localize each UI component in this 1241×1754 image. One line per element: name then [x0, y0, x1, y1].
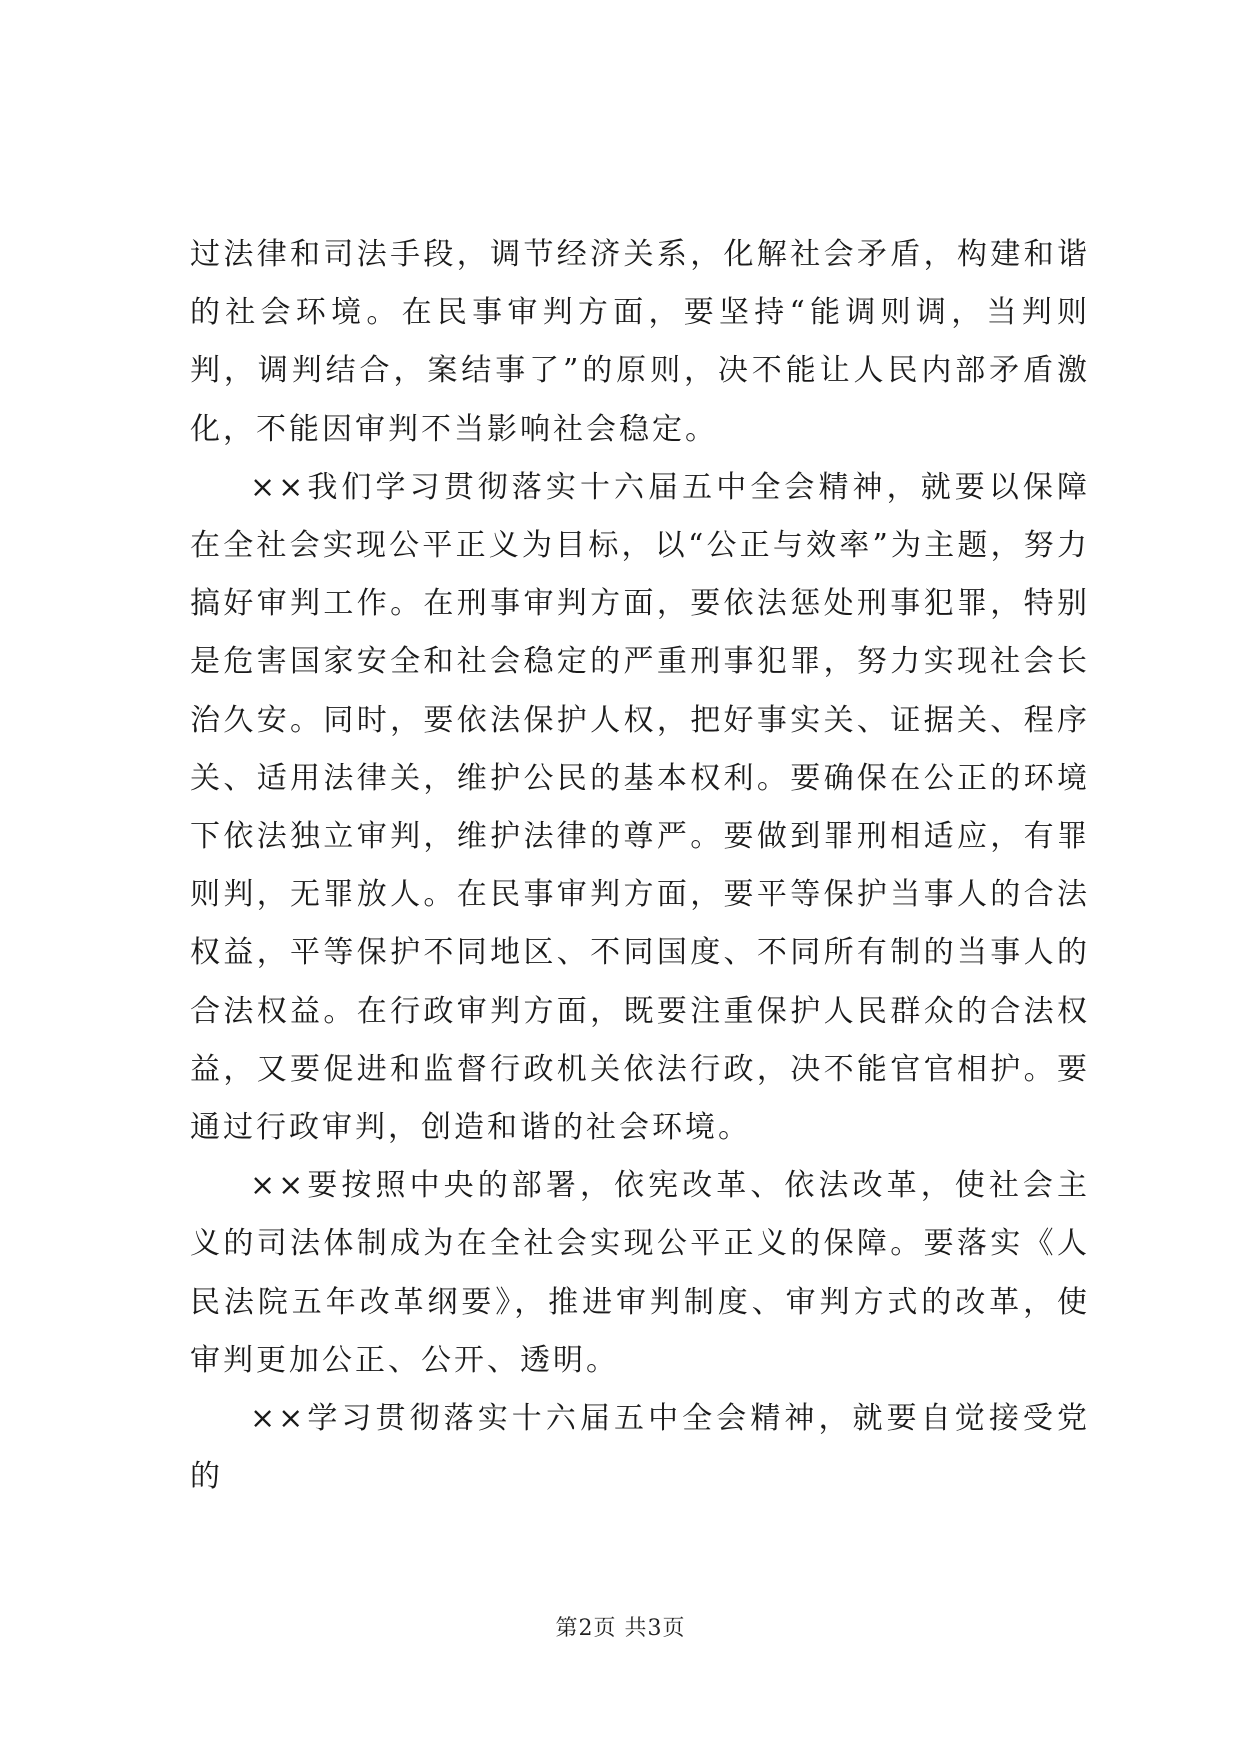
paragraph-1: 过法律和司法手段，调节经济关系，化解社会矛盾，构建和谐的社会环境。在民事审判方面，要坚持“能调则调，当判则判，调判结合，案结事了”的原则，决不能让人民内部矛盾激化，不能因审判不当影响社会稳定。 — [190, 237, 1090, 447]
paragraph-4: ××学习贯彻落实十六届五中全会精神，就要自觉接受党的 — [190, 1401, 1090, 1495]
paragraph-3: ××要按照中央的部署，依宪改革、依法改革，使社会主义的司法体制成为在全社会实现公平正义的保障。要落实《人民法院五年改革纲要》，推进审判制度、审判方式的改革，使审判更加公正、公开、透明。 — [190, 1168, 1090, 1378]
paragraph-2: ××我们学习贯彻落实十六届五中全会精神，就要以保障在全社会实现公平正义为目标，以“公正与效率”为主题，努力搞好审判工作。在刑事审判方面，要依法惩处刑事犯罪，特别是危害国家安全和社会稳定的严重刑事犯罪，努力实现社会长治久安。同时，要依法保护人权，把好事实关、证据关、程序关、适用法律关，维护公民的基本权利。要确保在公正的环境下依法独立审判，维护法律的尊严。要做到罪刑相适应，有罪则判，无罪放人。在民事审判方面，要平等保护当事人的合法权益，平等保护不同地区、不同国度、不同所有制的当事人的合法权益。在行政审判方面，既要注重保护人民群众的合法权益，又要促进和监督行政机关依法行政，决不能官官相护。要通过行政审判，创造和谐的社会环境。 — [190, 469, 1090, 1146]
document-body — [190, 226, 1090, 1506]
page-footer: 第2页 共3页 — [555, 1616, 686, 1641]
